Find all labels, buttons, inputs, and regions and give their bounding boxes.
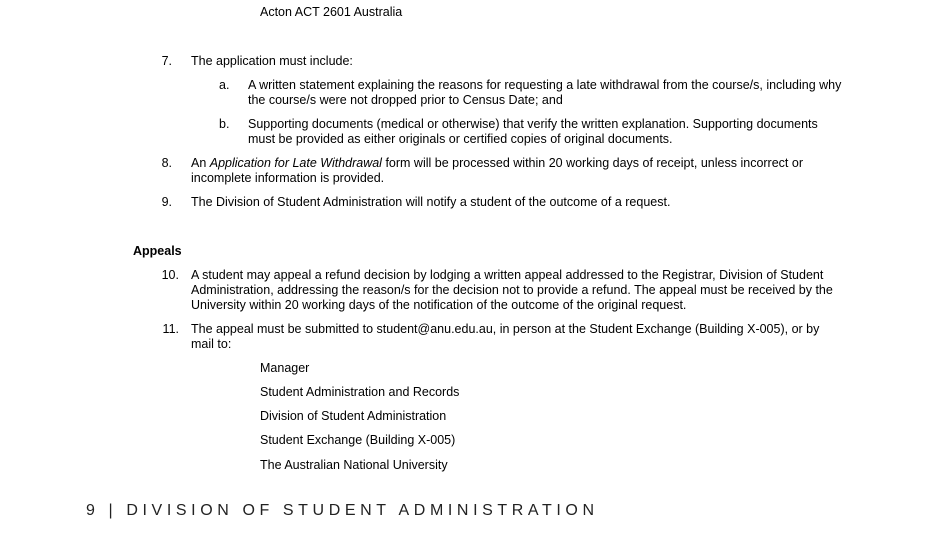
item-text-suffix: form will be processed within 20 working days of receipt, unless incorrect or — [381, 156, 803, 170]
item-number: 7. — [161, 54, 172, 68]
item-text: The application must include: — [191, 54, 353, 68]
item-text: The Division of Student Administration will notify a student of the outcome of a request. — [191, 195, 671, 209]
subitem-line: the course/s were not dropped prior to Census Date; and — [248, 93, 563, 107]
item-line — [191, 156, 803, 171]
item-text — [191, 322, 819, 352]
item-number: 8. — [161, 156, 172, 170]
item-line: The appeal must be submitted to student@anu.edu.au, in person at the Student Exchange (Building X-005), or by — [191, 322, 820, 336]
subitem-line: A written statement explaining the reasons for requesting a late withdrawal from the course/s, including why — [248, 78, 842, 92]
footer-separator: | — [108, 502, 118, 519]
footer-title: DIVISION OF STUDENT ADMINISTRATION — [126, 502, 599, 519]
item-line: mail to: — [191, 337, 232, 351]
address-line: Student Administration and Records — [260, 385, 460, 399]
address-line: Manager — [260, 361, 310, 375]
item-number: 9. — [161, 195, 172, 209]
item-text — [191, 156, 803, 186]
item-line: Administration, addressing the reason/s for the decision not to provide a refund. The appeal must be received by the — [191, 283, 833, 297]
item-number: 10. — [161, 268, 179, 282]
address-line: Student Exchange (Building X-005) — [260, 433, 456, 447]
item-number: 11. — [162, 322, 179, 336]
item-text-prefix: An — [191, 156, 210, 170]
item-line: University within 20 working days of the notification of the outcome of the original request. — [191, 298, 687, 312]
item-line: incomplete information is provided. — [191, 171, 385, 185]
address-line: Division of Student Administration — [260, 409, 447, 423]
subitem-line: Supporting documents (medical or otherwise) that verify the written explanation. Supporting documents — [248, 117, 818, 131]
item-text — [191, 268, 833, 313]
item-line: A student may appeal a refund decision by lodging a written appeal addressed to the Registrar, Division of Student — [191, 268, 824, 282]
section-heading-appeals: Appeals — [133, 244, 182, 258]
form-title-italic: Application for Late Withdrawal — [209, 156, 382, 170]
address-line-top: Acton ACT 2601 Australia — [260, 5, 403, 19]
page-footer — [86, 503, 599, 518]
subitem-letter: b. — [219, 117, 230, 131]
page-number: 9 — [86, 502, 100, 519]
subitem-line: must be provided as either originals or certified copies of original documents. — [248, 132, 673, 146]
subitem-text — [248, 117, 818, 147]
address-line: The Australian National University — [260, 458, 448, 472]
subitem-text — [248, 78, 841, 108]
subitem-letter: a. — [219, 78, 230, 92]
